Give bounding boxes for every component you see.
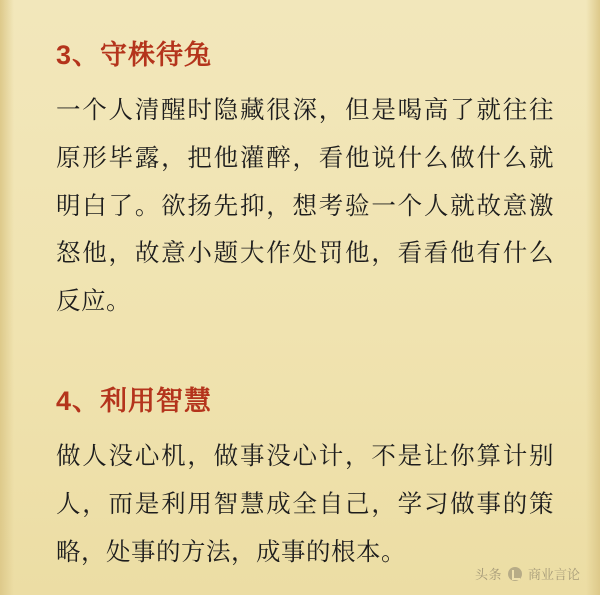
section-divider	[56, 330, 554, 368]
section-4-heading: 4、利用智慧	[56, 385, 213, 416]
section-4-body: 做人没心机，做事没心计，不是让你算计别人，而是利用智慧成全自己，学习做事的策略，处事的方法，成事的根本。	[56, 443, 554, 566]
section-3-heading: 3、守株待兔	[56, 40, 213, 70]
check-circle-icon	[508, 567, 522, 581]
watermark-account: 商业言论	[527, 567, 580, 582]
toutiao-logo-text: 头条	[474, 567, 502, 582]
section-3-body: 一个人清醒时隐藏很深，但是喝高了就往往原形毕露，把他灌醉，看他说什么做什么就明白了。欲扬先抑，想考验一个人就故意激怒他，故意小题大作处罚他，看看他有什么反应。	[56, 97, 554, 316]
section-4	[56, 384, 554, 576]
section-3	[56, 38, 554, 326]
watermark	[475, 564, 580, 583]
